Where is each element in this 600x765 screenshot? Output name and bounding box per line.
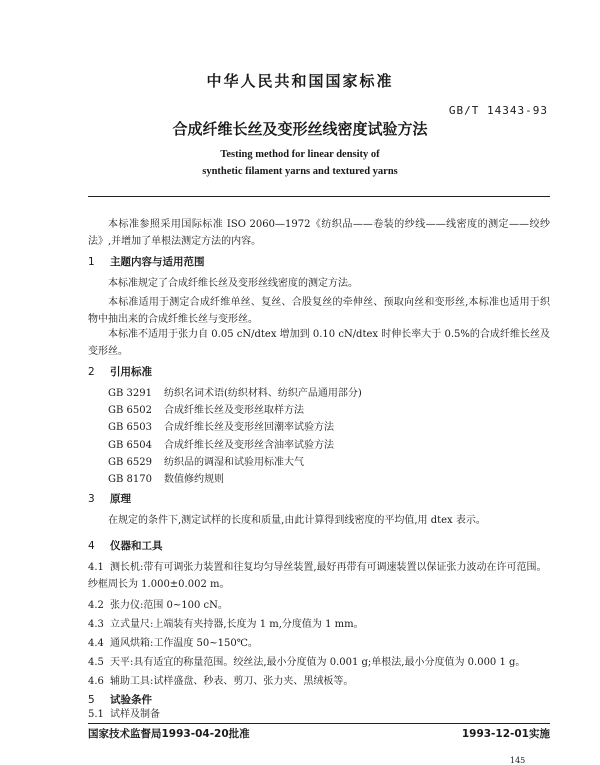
page-number: 145: [510, 756, 526, 765]
item-number: 4.1: [88, 562, 104, 573]
section-title: 试验条件: [110, 694, 152, 706]
instrument-item: [88, 654, 550, 671]
standard-title: 中华人民共和国国家标准: [206, 72, 394, 90]
item-text: 张力仪:范围 0~100 cN。: [110, 600, 228, 611]
document-title-cn: 合成纤维长丝及变形丝线密度试验方法: [172, 120, 428, 138]
item-number: 4.4: [88, 638, 104, 649]
item-text: 天平:具有适宜的称量范围。绞丝法,最小分度值为 0.001 g;单根法,最小分度值为 0.000 1 g。: [110, 657, 526, 668]
ref-text: 纺织品的调湿和试验用标准大气: [164, 456, 304, 468]
standard-number: GB/T 14343-93: [448, 104, 548, 117]
subsection-5-1: [88, 706, 550, 723]
section-2-heading: [88, 364, 152, 379]
section-3-p1: 在规定的条件下,测定试样的长度和质量,由此计算得到线密度的平均值,用 dtex 表示。: [108, 515, 486, 526]
section-1-p2: 本标准适用于测定合成纤维单丝、复丝、合股复丝的牵伸丝、预取向丝和变形丝,本标准也适用于织物中抽出来的合成纤维长丝与变形丝。: [88, 297, 550, 325]
item-number: 4.6: [88, 676, 104, 687]
intro-paragraph: 本标准参照采用国际标准 ISO 2060—1972《纺织品——卷装的纱线——线密度的测定——绞纱法》,并增加了单根法测定方法的内容。: [88, 219, 550, 247]
reference-item: [108, 454, 362, 471]
section-5-heading: [88, 692, 152, 707]
ref-text: 数值修约规则: [164, 474, 224, 486]
instrument-item: [88, 559, 550, 593]
item-text: 试样及制备: [110, 709, 160, 720]
instrument-item: [88, 673, 550, 690]
ref-text: 合成纤维长丝及变形丝含油率试验方法: [164, 439, 334, 451]
ref-text: 合成纤维长丝及变形丝回潮率试验方法: [164, 422, 334, 434]
item-number: 4.5: [88, 657, 104, 668]
section-number: 1: [88, 256, 95, 268]
section-number: 2: [88, 366, 95, 378]
ref-code: GB 6503: [108, 422, 152, 434]
ref-code: GB 6529: [108, 456, 152, 468]
reference-list: [108, 385, 362, 488]
reference-item: [108, 471, 362, 488]
instrument-item: [88, 635, 550, 652]
item-text: 立式量尺:上端装有夹持器,长度为 1 m,分度值为 1 mm。: [110, 619, 364, 630]
section-number: 3: [88, 493, 95, 505]
section-title: 原理: [110, 493, 131, 505]
section-1-heading: [88, 254, 205, 269]
item-number: 4.3: [88, 619, 104, 630]
approval-date: 国家技术监督局1993-04-20批准: [88, 728, 250, 740]
ref-code: GB 6504: [108, 439, 152, 451]
section-1-p1: 本标准规定了合成纤维长丝及变形丝线密度的测定方法。: [108, 278, 358, 289]
reference-item: [108, 419, 362, 436]
section-number: 4: [88, 540, 95, 552]
instrument-item: [88, 616, 550, 633]
section-title: 引用标准: [110, 366, 152, 378]
reference-item: [108, 402, 362, 419]
section-3-heading: [88, 491, 131, 506]
item-number: 5.1: [88, 709, 104, 720]
ref-text: 纺织名词术语(纺织材料、纺织产品通用部分): [164, 388, 362, 399]
document-title-en: [0, 146, 600, 180]
instrument-item: [88, 597, 550, 614]
section-1-p3: 本标准不适用于张力自 0.05 cN/dtex 增加到 0.10 cN/dtex 时伸长率大于 0.5%的合成纤维长丝及变形丝。: [88, 329, 550, 357]
item-text: 通风烘箱:工作温度 50~150℃。: [110, 638, 258, 649]
item-text: 测长机:带有可调张力装置和往复均匀导丝装置,最好再带有可调速装置以保证张力波动在许可范围。纱框周长为 1.000±0.002 m。: [88, 562, 547, 590]
section-4-heading: [88, 538, 163, 553]
ref-code: GB 8170: [108, 474, 152, 486]
ref-code: GB 6502: [108, 405, 152, 417]
effective-date: 1993-12-01实施: [461, 728, 550, 740]
section-title: 仪器和工具: [110, 540, 163, 552]
title-en-line1: Testing method for linear density of: [220, 149, 380, 160]
title-en-line2: synthetic filament yarns and textured yarns: [202, 166, 398, 177]
top-rule: [88, 196, 550, 197]
reference-item: [108, 385, 362, 402]
bottom-rule: [88, 723, 550, 724]
ref-code: GB 3291: [108, 388, 152, 399]
item-number: 4.2: [88, 600, 104, 611]
reference-item: [108, 437, 362, 454]
section-title: 主题内容与适用范围: [110, 256, 205, 268]
ref-text: 合成纤维长丝及变形丝取样方法: [164, 405, 304, 417]
item-text: 辅助工具:试样盛盘、秒表、剪刀、张力夹、黑绒板等。: [110, 676, 354, 687]
section-number: 5: [88, 694, 95, 706]
